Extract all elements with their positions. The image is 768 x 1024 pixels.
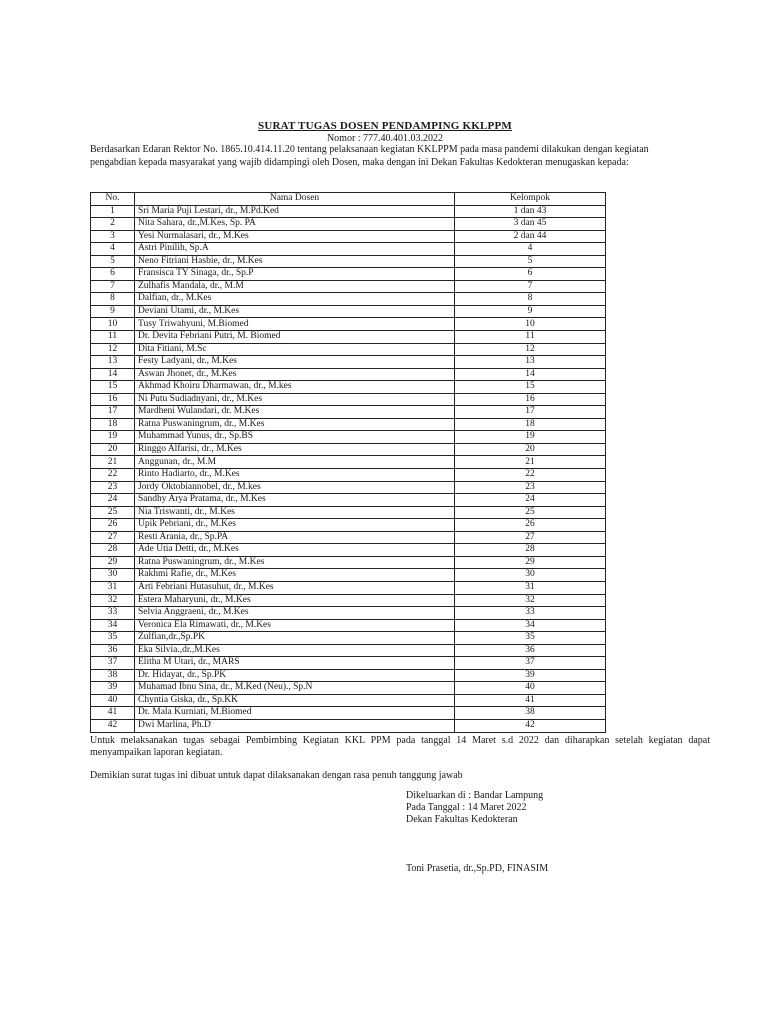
cell-no: 11 — [91, 331, 135, 344]
table-row — [91, 694, 606, 707]
intro-paragraph: Berdasarkan Edaran Rektor No. 1865.10.414.11.20 tentang pelaksanaan kegiatan KKLPPM pada masa pandemi dilakukan dengan kegiatan pengabdian kepada masyarakat yang wajib didampingi oleh Dosen, maka dengan ini Dekan Fakultas Kedokteran menugaskan kepada: — [90, 144, 649, 168]
table-row — [91, 531, 606, 544]
cell-group: 18 — [455, 418, 606, 431]
table-row — [91, 293, 606, 306]
closing-paragraph: Untuk melaksanakan tugas sebagai Pembimbing Kegiatan KKL PPM pada tanggal 14 Maret s.d 2022 dan diharapkan setelah kegiatan dapat menyampaikan laporan kegiatan. — [90, 735, 710, 758]
header-no: No. — [91, 193, 135, 206]
cell-group: 38 — [455, 707, 606, 720]
table-row — [91, 243, 606, 256]
cell-name: Ratna Puswaningrum, dr., M.Kes — [135, 418, 455, 431]
cell-no: 21 — [91, 456, 135, 469]
table-row — [91, 356, 606, 369]
table-row — [91, 682, 606, 695]
table-row — [91, 707, 606, 720]
table-row — [91, 280, 606, 293]
cell-no: 35 — [91, 632, 135, 645]
cell-group: 5 — [455, 255, 606, 268]
table-header-row — [91, 193, 606, 206]
cell-group: 6 — [455, 268, 606, 281]
cell-name: Festy Ladyani, dr., M.Kes — [135, 356, 455, 369]
table-row — [91, 230, 606, 243]
cell-group: 36 — [455, 644, 606, 657]
cell-group: 4 — [455, 243, 606, 256]
cell-group: 41 — [455, 694, 606, 707]
cell-name: Sri Maria Puji Lestari, dr., M.Pd.Ked — [135, 205, 455, 218]
cell-group: 1 dan 43 — [455, 205, 606, 218]
cell-name: Dr. Hidayat, dr., Sp.PK — [135, 669, 455, 682]
cell-name: Neno Fitriani Hasbie, dr., M.Kes — [135, 255, 455, 268]
cell-name: Elitha M Utari, dr., MARS — [135, 657, 455, 670]
cell-name: Nia Triswanti, dr., M.Kes — [135, 506, 455, 519]
table-row — [91, 481, 606, 494]
table-row — [91, 556, 606, 569]
table-body — [91, 205, 606, 732]
cell-group: 11 — [455, 331, 606, 344]
cell-no: 30 — [91, 569, 135, 582]
cell-group: 42 — [455, 719, 606, 732]
table-row — [91, 318, 606, 331]
cell-group: 23 — [455, 481, 606, 494]
cell-group: 12 — [455, 343, 606, 356]
cell-no: 4 — [91, 243, 135, 256]
closing-statement: Demikian surat tugas ini dibuat untuk dapat dilaksanakan dengan rasa penuh tanggung jawab — [90, 770, 463, 781]
cell-no: 40 — [91, 694, 135, 707]
cell-name: Eka Silvia.,dr.,M.Kes — [135, 644, 455, 657]
cell-name: Upik Pebriani, dr., M.Kes — [135, 519, 455, 532]
cell-group: 39 — [455, 669, 606, 682]
table-row — [91, 443, 606, 456]
cell-name: Rakhmi Rafie, dr., M.Kes — [135, 569, 455, 582]
cell-name: Nita Sahara, dr.,M.Kes, Sp. PA — [135, 218, 455, 231]
cell-name: Sandhy Arya Pratama, dr., M.Kes — [135, 494, 455, 507]
cell-group: 22 — [455, 469, 606, 482]
cell-group: 13 — [455, 356, 606, 369]
cell-name: Muhamad Ibnu Sina, dr., M.Ked (Neu)., Sp.N — [135, 682, 455, 695]
cell-no: 23 — [91, 481, 135, 494]
table-row — [91, 255, 606, 268]
cell-no: 31 — [91, 581, 135, 594]
header-name: Nama Dosen — [135, 193, 455, 206]
cell-group: 10 — [455, 318, 606, 331]
cell-no: 22 — [91, 469, 135, 482]
cell-no: 16 — [91, 393, 135, 406]
table-row — [91, 368, 606, 381]
cell-group: 33 — [455, 607, 606, 620]
cell-group: 17 — [455, 406, 606, 419]
table-row — [91, 343, 606, 356]
cell-name: Dwi Marlina, Ph.D — [135, 719, 455, 732]
table-row — [91, 719, 606, 732]
cell-name: Resti Arania, dr., Sp.PA — [135, 531, 455, 544]
table-row — [91, 494, 606, 507]
table-row — [91, 205, 606, 218]
cell-no: 26 — [91, 519, 135, 532]
cell-no: 6 — [91, 268, 135, 281]
cell-group: 28 — [455, 544, 606, 557]
cell-no: 24 — [91, 494, 135, 507]
cell-no: 12 — [91, 343, 135, 356]
table-row — [91, 406, 606, 419]
cell-group: 9 — [455, 305, 606, 318]
cell-group: 19 — [455, 431, 606, 444]
table-row — [91, 644, 606, 657]
cell-name: Muhammad Yunus, dr., Sp.BS — [135, 431, 455, 444]
cell-name: Zulfian,dr.,Sp.PK — [135, 632, 455, 645]
cell-no: 38 — [91, 669, 135, 682]
cell-no: 34 — [91, 619, 135, 632]
cell-no: 14 — [91, 368, 135, 381]
cell-group: 27 — [455, 531, 606, 544]
issued-place: Dikeluarkan di : Bandar Lampung — [406, 790, 544, 801]
cell-group: 31 — [455, 581, 606, 594]
cell-no: 5 — [91, 255, 135, 268]
cell-group: 21 — [455, 456, 606, 469]
cell-group: 7 — [455, 280, 606, 293]
issued-date: Pada Tanggal : 14 Maret 2022 — [406, 802, 527, 813]
cell-no: 13 — [91, 356, 135, 369]
table-row — [91, 469, 606, 482]
header-group: Kelompok — [455, 193, 606, 206]
cell-group: 15 — [455, 381, 606, 394]
cell-group: 8 — [455, 293, 606, 306]
cell-no: 27 — [91, 531, 135, 544]
cell-no: 20 — [91, 443, 135, 456]
cell-name: Dr. Mala Kurniati, M.Biomed — [135, 707, 455, 720]
cell-name: Dr. Devita Febriani Putri, M. Biomed — [135, 331, 455, 344]
cell-name: Dita Fitiani, M.Sc — [135, 343, 455, 356]
signatory-name: Toni Prasetia, dr.,Sp.PD, FINASIM — [406, 863, 549, 874]
cell-name: Tusy Triwahyuni, M.Biomed — [135, 318, 455, 331]
table-row — [91, 544, 606, 557]
cell-no: 19 — [91, 431, 135, 444]
cell-no: 17 — [91, 406, 135, 419]
cell-name: Rinto Hadiarto, dr., M.Kes — [135, 469, 455, 482]
cell-name: Akhmad Khoiru Dharmawan, dr., M.kes — [135, 381, 455, 394]
table-row — [91, 305, 606, 318]
cell-group: 37 — [455, 657, 606, 670]
cell-name: Aswan Jhonet, dr., M.Kes — [135, 368, 455, 381]
table-row — [91, 632, 606, 645]
table-row — [91, 619, 606, 632]
document-number: Nomor : 777.40.401.03.2022 — [326, 133, 444, 144]
cell-name: Ringgo Alfarisi, dr., M.Kes — [135, 443, 455, 456]
cell-group: 20 — [455, 443, 606, 456]
cell-name: Mardheni Wulandari, dr. M.Kes — [135, 406, 455, 419]
cell-group: 30 — [455, 569, 606, 582]
cell-no: 9 — [91, 305, 135, 318]
table-row — [91, 594, 606, 607]
cell-group: 16 — [455, 393, 606, 406]
cell-no: 1 — [91, 205, 135, 218]
cell-no: 36 — [91, 644, 135, 657]
table-row — [91, 607, 606, 620]
cell-name: Yesi Nurmalasari, dr., M.Kes — [135, 230, 455, 243]
cell-no: 8 — [91, 293, 135, 306]
table-row — [91, 268, 606, 281]
table-row — [91, 581, 606, 594]
table-row — [91, 506, 606, 519]
cell-group: 2 dan 44 — [455, 230, 606, 243]
cell-name: Fransisca TY Sinaga, dr., Sp.P — [135, 268, 455, 281]
cell-group: 25 — [455, 506, 606, 519]
cell-name: Arti Febriani Hutasuhut, dr., M.Kes — [135, 581, 455, 594]
cell-group: 3 dan 45 — [455, 218, 606, 231]
cell-no: 15 — [91, 381, 135, 394]
table-row — [91, 657, 606, 670]
cell-group: 34 — [455, 619, 606, 632]
cell-no: 10 — [91, 318, 135, 331]
cell-no: 29 — [91, 556, 135, 569]
table-row — [91, 669, 606, 682]
table-row — [91, 393, 606, 406]
cell-group: 26 — [455, 519, 606, 532]
cell-name: Ade Utia Detti, dr., M.Kes — [135, 544, 455, 557]
cell-group: 29 — [455, 556, 606, 569]
cell-group: 32 — [455, 594, 606, 607]
cell-no: 2 — [91, 218, 135, 231]
cell-name: Anggunan, dr., M.M — [135, 456, 455, 469]
cell-name: Jordy Oktobiannobel, dr., M.kes — [135, 481, 455, 494]
signatory-role: Dekan Fakultas Kedokteran — [406, 814, 518, 825]
cell-no: 39 — [91, 682, 135, 695]
cell-name: Ratna Puswaningrum, dr., M.Kes — [135, 556, 455, 569]
cell-name: Deviani Utami, dr., M.Kes — [135, 305, 455, 318]
cell-name: Chyntia Giska, dr., Sp.KK — [135, 694, 455, 707]
table-row — [91, 381, 606, 394]
cell-name: Ni Putu Sudiadnyani, dr., M.Kes — [135, 393, 455, 406]
cell-name: Selvia Anggraeni, dr., M.Kes — [135, 607, 455, 620]
cell-no: 33 — [91, 607, 135, 620]
cell-name: Veronica Ela Rimawati, dr., M.Kes — [135, 619, 455, 632]
cell-name: Dalfian, dr., M.Kes — [135, 293, 455, 306]
cell-no: 32 — [91, 594, 135, 607]
cell-no: 41 — [91, 707, 135, 720]
document-title: SURAT TUGAS DOSEN PENDAMPING KKLPPM — [258, 120, 512, 132]
table-row — [91, 331, 606, 344]
cell-no: 37 — [91, 657, 135, 670]
lecturer-table — [90, 192, 606, 733]
cell-group: 35 — [455, 632, 606, 645]
cell-name: Zulhafis Mandala, dr., M.M — [135, 280, 455, 293]
cell-group: 14 — [455, 368, 606, 381]
table-row — [91, 569, 606, 582]
cell-name: Estera Maharyuni, dr., M.Kes — [135, 594, 455, 607]
table-row — [91, 418, 606, 431]
table-row — [91, 431, 606, 444]
cell-no: 25 — [91, 506, 135, 519]
cell-no: 18 — [91, 418, 135, 431]
table-row — [91, 456, 606, 469]
cell-no: 28 — [91, 544, 135, 557]
cell-group: 24 — [455, 494, 606, 507]
cell-no: 42 — [91, 719, 135, 732]
cell-group: 40 — [455, 682, 606, 695]
cell-no: 3 — [91, 230, 135, 243]
table-row — [91, 218, 606, 231]
cell-name: Astri Pinilih, Sp.A — [135, 243, 455, 256]
cell-no: 7 — [91, 280, 135, 293]
table-row — [91, 519, 606, 532]
